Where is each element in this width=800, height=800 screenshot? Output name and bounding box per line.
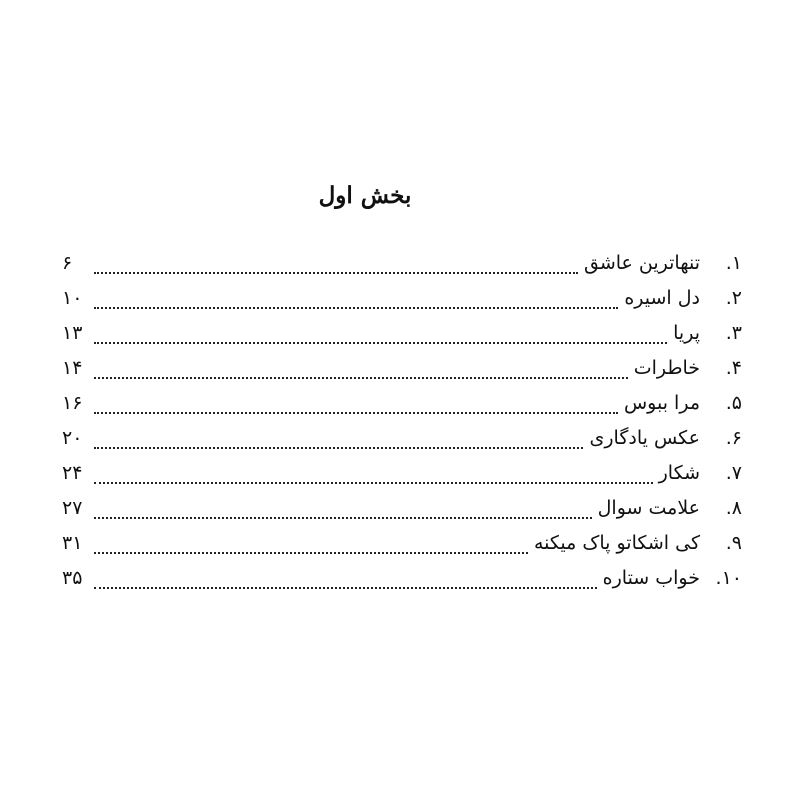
toc-list [62, 246, 742, 596]
dot-leader [94, 552, 528, 554]
toc-entry[interactable] [62, 281, 742, 316]
section-title: بخش اول [318, 182, 412, 209]
dot-leader [94, 447, 583, 449]
toc-entry-number: ۲. [725, 287, 742, 309]
toc-entry-number: ۵. [725, 392, 742, 414]
toc-entry-title: مرا ببوس [623, 392, 700, 414]
toc-entry[interactable] [62, 561, 742, 596]
toc-entry-page: ۱۳ [62, 322, 83, 344]
dot-leader [94, 517, 592, 519]
dot-leader [94, 377, 628, 379]
toc-entry-title: علامت سوال [597, 497, 700, 519]
toc-entry-title: عکس یادگاری [589, 427, 700, 449]
toc-entry-page: ۱۶ [62, 392, 83, 414]
toc-entry-number: ۶. [725, 427, 742, 449]
toc-entry-page: ۱۰ [62, 287, 83, 309]
toc-entry-page: ۲۷ [62, 497, 83, 519]
toc-entry-number: ۷. [725, 462, 742, 484]
toc-entry-page: ۶ [62, 252, 73, 274]
toc-entry-title: پریا [673, 322, 700, 344]
toc-entry-title: دل اسیره [624, 287, 700, 309]
dot-leader [94, 342, 667, 344]
toc-entry[interactable] [62, 316, 742, 351]
dot-leader [94, 482, 653, 484]
toc-entry-page: ۱۴ [62, 357, 83, 379]
toc-entry-page: ۲۰ [62, 427, 83, 449]
toc-entry-number: ۹. [725, 532, 742, 554]
toc-entry[interactable] [62, 246, 742, 281]
toc-entry-number: ۸. [725, 497, 742, 519]
toc-entry[interactable] [62, 386, 742, 421]
toc-entry[interactable] [62, 421, 742, 456]
toc-entry-number: ۱. [725, 252, 742, 274]
toc-entry-title: خاطرات [633, 357, 700, 379]
toc-entry-number: ۳. [725, 322, 742, 344]
toc-entry-page: ۳۱ [62, 532, 83, 554]
toc-entry-title: تنهاترین عاشق [583, 252, 700, 274]
toc-entry-title: کی اشکاتو پاک میکنه [534, 532, 700, 554]
toc-entry-title: شکار [658, 462, 700, 484]
dot-leader [94, 587, 597, 589]
toc-entry[interactable] [62, 526, 742, 561]
toc-entry[interactable] [62, 456, 742, 491]
dot-leader [94, 412, 618, 414]
toc-entry-number: ۱۰. [715, 567, 742, 589]
toc-entry[interactable] [62, 491, 742, 526]
toc-entry-page: ۳۵ [62, 567, 83, 589]
dot-leader [94, 272, 578, 274]
toc-entry[interactable] [62, 351, 742, 386]
toc-entry-page: ۲۴ [62, 462, 83, 484]
toc-entry-title: خواب ستاره [602, 567, 700, 589]
dot-leader [94, 307, 618, 309]
toc-entry-number: ۴. [725, 357, 742, 379]
